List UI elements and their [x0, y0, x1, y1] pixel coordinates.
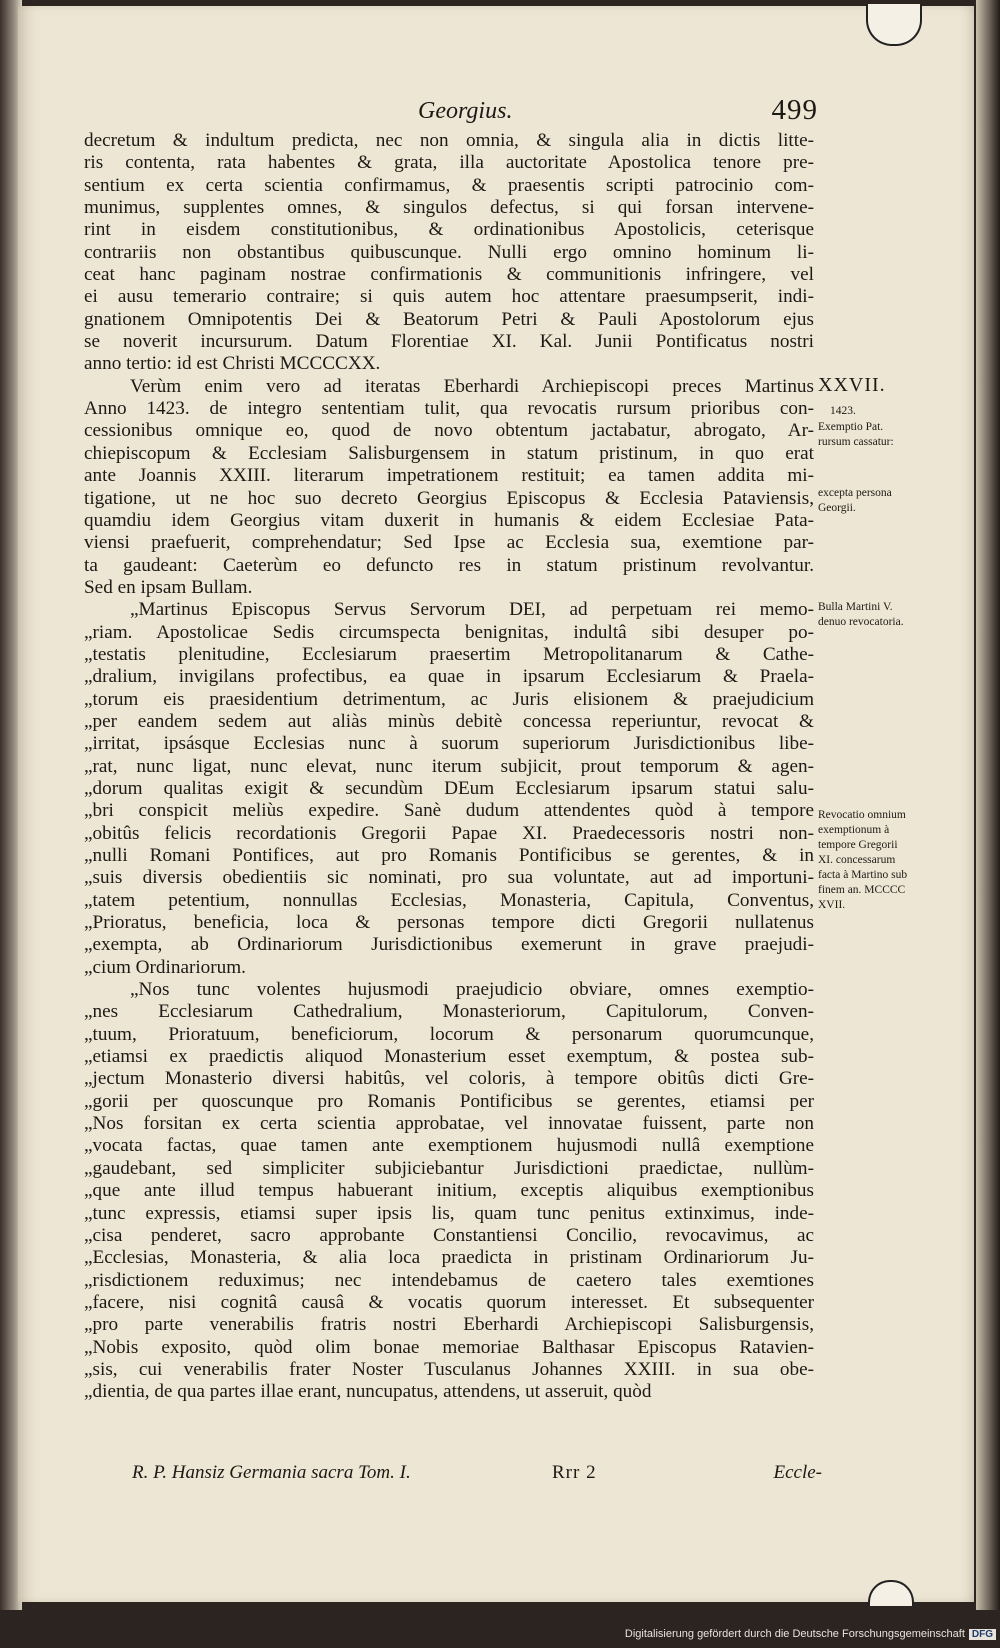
text-line: „facere, nisi cognitâ causâ & vocatis quorum interesset. Et subsequenter — [84, 1291, 814, 1313]
text-line: „nes Ecclesiarum Cathedralium, Monasteriorum, Capitulorum, Conven- — [84, 1001, 814, 1023]
margin-note-exemptio: Exemptio Pat. rursum cassatur: — [818, 421, 894, 448]
funding-credit — [625, 1628, 996, 1640]
text-line: „tuum, Prioratuum, beneficiorum, locorum & personarum quorumcunque, — [84, 1023, 814, 1045]
text-line: „Ecclesias, Monasteria, & alia loca praedicta in pristinam Ordinariorum Ju- — [84, 1247, 814, 1269]
text-line: ei ausu temerario contraire; si quis autem hoc attentare praesumpserit, indi- — [84, 286, 814, 308]
text-line: „jectum Monasterio diversi habitûs, vel coloris, à tempore obitûs dicti Gre- — [84, 1068, 814, 1090]
text-line: „irritat, ipsásque Ecclesias nunc à suorum superiorum Jurisdictionibus libe- — [84, 733, 814, 755]
footer-reference: R. P. Hansiz Germania sacra Tom. I. — [132, 1462, 411, 1483]
text-line: ta gaudeant: Caeterùm eo defuncto res in statum pristinum revolvantur. — [84, 554, 814, 576]
text-line: „bri conspicit meliùs expedire. Sanè dudum attendentes quòd à tempore — [84, 800, 814, 822]
text-line: „cisa penderet, sacro approbante Constantiensi Concilio, revocavimus, ac — [84, 1224, 814, 1246]
text-line: „Prioratus, beneficia, loca & personas tempore dicti Gregorii nullatenus — [84, 912, 814, 934]
dfg-logo: DFG — [969, 1629, 996, 1640]
catchword: Eccle- — [773, 1462, 822, 1483]
text-line: Verùm enim vero ad iteratas Eberhardi Archiepiscopi preces Martinus — [130, 375, 814, 397]
text-line: „tunc expressis, etiamsi super ipsis lis, quam tunc penitus extinximus, inde- — [84, 1202, 814, 1224]
text-line: „per eandem sedem aut aliàs minùs debitè concessa reperiuntur, revocat & — [84, 710, 814, 732]
main-text — [84, 130, 814, 1404]
page-number: 499 — [771, 94, 818, 126]
text-line: decretum & indultum predicta, nec non omnia, & singula alia in dictis litte- — [84, 130, 814, 151]
text-line: „Martinus Episcopus Servus Servorum DEI, ad perpetuam rei memo- — [130, 599, 814, 621]
text-line: ante Joannis XXIII. literarum impetrationem restituit; ea tamen addita mi- — [84, 465, 814, 487]
text-line: „rat, nunc ligat, nunc elevat, nunc iterum subjicit, prout temporum & agen- — [84, 755, 814, 777]
signature-mark: Rrr 2 — [552, 1462, 597, 1483]
text-line: ceat hanc paginam nostrae confirmationis & communitionis infringere, vel — [84, 264, 814, 286]
book-page — [18, 6, 974, 1602]
text-line: chiepiscopum & Ecclesiam Salisburgensem in statum pristinum, in quo erat — [84, 442, 814, 464]
text-line: „gorii per quoscunque pro Romanis Pontificibus se gerentes, etiamsi per — [84, 1090, 814, 1112]
text-line: tigatione, ut ne hoc suo decreto Georgius Episcopus & Ecclesia Pataviensis, — [84, 487, 814, 509]
text-line: Anno 1423. de integro sententiam tulit, qua revocatis rursum prioribus con- — [84, 398, 814, 420]
text-line: „dientia, de qua partes illae erant, nuncupatus, attendens, ut asseruit, quòd — [84, 1381, 652, 1403]
text-line: ris contenta, rata habentes & grata, illa auctoritate Apostolica tenore pre- — [84, 152, 814, 174]
text-line: „pro parte venerabilis fratris nostri Eberhardi Archiepiscopi Salisburgensis, — [84, 1314, 814, 1336]
text-line: „suis diversis obedientiis sic nominati, pro sua voluntate, aut ad importuni- — [84, 867, 814, 889]
funding-text: Digitalisierung gefördert durch die Deutsche Forschungsgemeinschaft — [624, 1628, 965, 1640]
text-line: „torum eis praesidentium detrimentum, ac Juris elisionem & praejudicium — [84, 688, 814, 710]
text-line: „cium Ordinariorum. — [84, 956, 246, 978]
text-line: „tatem petentium, nonnullas Ecclesias, Monasteria, Capitula, Conventus, — [84, 889, 814, 911]
text-line: „obitûs felicis recordationis Gregorii Papae XI. Praedecessoris nostri non- — [84, 822, 814, 844]
text-line: „sis, cui venerabilis frater Noster Tusculanus Johannes XXIII. in sua obe- — [84, 1358, 814, 1380]
text-line: „Nos forsitan ex certa scientia approbatae, vel innovatae fuissent, parte non — [84, 1113, 814, 1135]
text-line: „Nos tunc volentes hujusmodi praejudicio obviare, omnes exemptio- — [130, 979, 814, 1001]
text-line: munimus, supplentes omnes, & singulos defectus, si qui forsan intervene- — [84, 197, 814, 219]
text-line: contrariis non obstantibus quibuscunque. Nulli ergo omnino hominum li- — [84, 241, 814, 263]
page-footer — [132, 1462, 822, 1488]
text-line: Sed en ipsam Bullam. — [84, 576, 253, 598]
text-line: „nulli Romani Pontifices, aut pro Romanis Pontificibus se gerentes, & in — [84, 845, 814, 866]
text-line: quamdiu idem Georgius vitam duxerit in humanis & eidem Ecclesiae Pata- — [84, 509, 814, 531]
text-line: se noverit incursurum. Datum Florentiae XI. Kal. Junii Pontificatus nostri — [84, 331, 814, 353]
margin-note-bulla: Bulla Martini V. denuo revocatoria. — [818, 601, 904, 628]
text-line: „risdictionem reduximus; nec intendebamus de caetero tales exemtiones — [84, 1269, 814, 1291]
page-clip-bottom — [868, 1580, 914, 1606]
text-line: viensi praefuerit, comprehendatur; Sed Ipse ac Ecclesia sua, exemtione par- — [84, 532, 814, 554]
text-line: „testatis plenitudine, Ecclesiarum praesertim Metropolitanarum & Cathe- — [84, 643, 814, 665]
margin-note-chapter: XXVII. — [818, 374, 886, 396]
book-binding-right — [976, 0, 1000, 1610]
text-line: „dralium, invigilans profectibus, ea quae in ipsarum Ecclesiarum & Praela- — [84, 666, 814, 688]
margin-note-excepta: excepta persona Georgii. — [818, 487, 892, 514]
text-line: sentium ex certa scientia confirmamus, & praesentis scripti patrocinio com- — [84, 174, 814, 196]
text-line: „que ante illud tempus habuerant initium, exceptis aliquibus exemptionibus — [84, 1180, 814, 1202]
margin-note-revocatio: Revocatio omnium exemptionum à tempore Gregorii XI. concessarum facta à Martino sub finem an. MCCCC XVII. — [818, 809, 908, 911]
text-line: cessionibus omnique eo, quod de novo obtentum jactabatur, abrogato, Ar- — [84, 420, 814, 442]
running-head: Georgius. — [418, 98, 513, 124]
text-line: „dorum qualitas exigit & secundùm DEum Ecclesiarum ipsarum statui salu- — [84, 777, 814, 799]
text-line: anno tertio: id est Christi MCCCCXX. — [84, 353, 381, 375]
text-line: rint in eisdem constitutionibus, & ordinationibus Apostolicis, ceterisque — [84, 219, 814, 241]
page-clip-top — [866, 4, 922, 46]
text-line: „exempta, ab Ordinariorum Jurisdictionibus exemerunt in grave praejudi- — [84, 934, 814, 956]
margin-note-year: 1423. — [830, 405, 856, 417]
text-line: „riam. Apostolicae Sedis circumspecta benignitas, indultâ sibi desuper po- — [84, 621, 814, 643]
page-header — [78, 94, 818, 134]
text-line: „Nobis exposito, quòd olim bonae memoriae Balthasar Episcopus Ratavien- — [84, 1336, 814, 1358]
text-line: „gaudebant, sed simpliciter subjiciebantur Jurisdictioni praedictae, nullùm- — [84, 1157, 814, 1179]
text-line: „etiamsi ex praedictis aliquod Monasterium esset exemptum, & postea sub- — [84, 1046, 814, 1068]
text-line: „vocata factas, quae tamen ante exemptionem hujusmodi nullâ exemptione — [84, 1135, 814, 1157]
text-line: gnationem Omnipotentis Dei & Beatorum Petri & Pauli Apostolorum ejus — [84, 308, 814, 330]
